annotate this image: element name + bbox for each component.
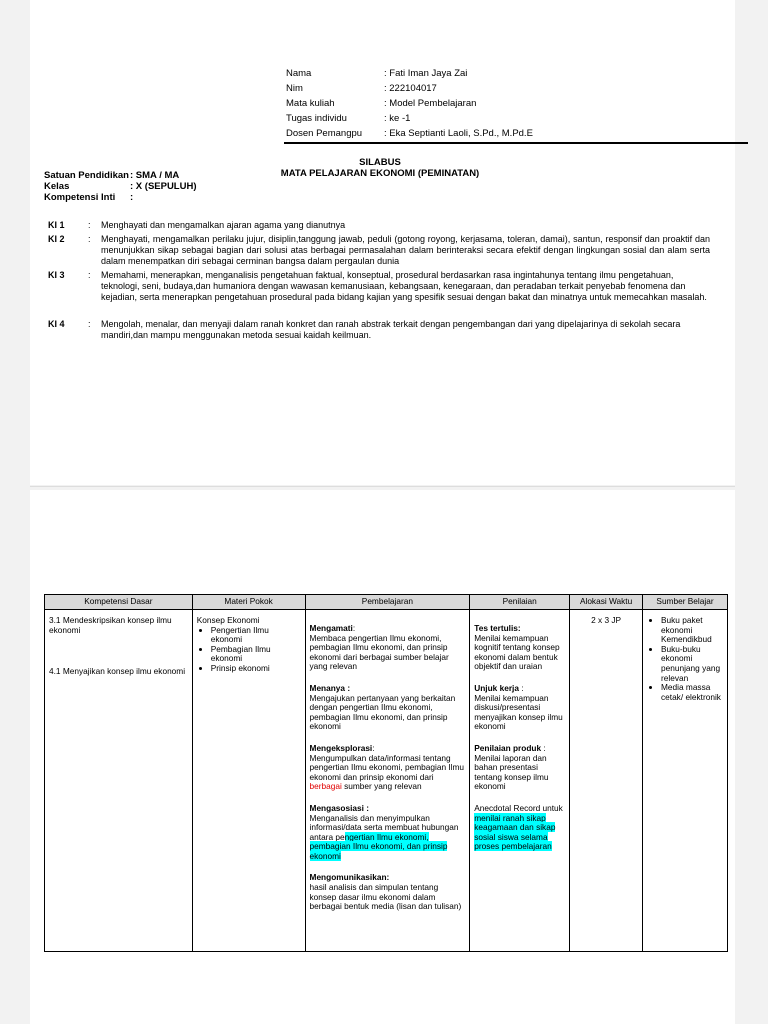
list-item: • Media massa cetak/ elektronik (661, 683, 723, 702)
title-line-1: SILABUS (359, 157, 401, 168)
identity-value: : ke -1 (384, 113, 411, 124)
ki-colon: : (88, 319, 91, 329)
activity-text (310, 754, 466, 792)
activity-menanya (310, 684, 466, 732)
assessment-produk (474, 744, 565, 792)
activity-mengeksplorasi: Mengeksplorasi: Mengumpulkan data/informasi tentang pengertian Ilmu ekonomi, pembagian Ilmu ekonomi dan prinsip ekonomi dari berbagai sumber yang relevan (309, 742, 465, 792)
column-header: Penilaian (470, 595, 570, 610)
text-segment: Menganalisis dan menyimpulkan informasi/data serta membuat hubungan antara pe (309, 812, 459, 842)
list-item: • Pembagian Ilmu ekonomi (211, 645, 301, 664)
identity-label: Tugas individu (286, 113, 347, 124)
column-header: Kompetensi Dasar (45, 595, 193, 610)
activity-title: Mengasosiasi : (309, 802, 370, 813)
assessment-title: Unjuk kerja (474, 682, 519, 693)
ki-colon: : (88, 220, 91, 230)
meta-row (44, 170, 197, 181)
sumber-list (647, 616, 723, 702)
table-row (45, 610, 728, 952)
ki-text: Menghayati, mengamalkan perilaku jujur, disiplin,tanggung jawab, peduli (gotong royong, kerjasama, toleran, damai), santun, responsif dan proaktif dan menunjukkan sikap sebagai bagian dari solusi atas berbagai permasalahan dalam berinteraksi secara efektif dengan lingkungan sosial dan alam serta dalam menempatkan diri sebagai cerminan bangsa dalam pergaulan dunia (101, 234, 710, 267)
page-separator (30, 486, 735, 487)
ki-code: KI 3 (48, 270, 65, 280)
identity-row (286, 96, 533, 111)
pembelajaran-cell (305, 610, 470, 952)
meta-label: Kelas (44, 181, 70, 192)
activity-mengamati: Mengamati: Membaca pengertian Ilmu ekonomi, pembagian Ilmu ekonomi, dan prinsip ekonomi dari berbagai sumber belajar yang relevan (310, 624, 466, 672)
text-segment: sumber yang relevan (341, 781, 422, 792)
document-page-1 (30, 0, 735, 485)
list-item: • Buku-buku ekonomi penunjang yang relevan (661, 645, 723, 683)
assessment-anecdotal (474, 804, 565, 852)
alokasi-waktu-cell: 2 x 3 JP (570, 610, 643, 952)
activity-text: hasil analisis dan simpulan tentang konsep dasar ilmu ekonomi dalam berbagai bentuk media (lisan dan tulisan) (309, 882, 462, 912)
meta-label: Kompetensi Inti (44, 192, 116, 203)
sumber-belajar-cell (643, 610, 728, 952)
list-item: • Buku paket ekonomi Kemendikbud (661, 616, 723, 645)
document-page-2 (30, 490, 735, 1024)
materi-list (197, 626, 301, 674)
activity-title: Mengomunikasikan: (309, 872, 390, 883)
ki-text: Memahami, menerapkan, menganalisis pengetahuan faktual, konseptual, prosedural berdasarkan rasa ingintahunya tentang ilmu pengetahuan, teknologi, seni, budaya,dan humaniora dengan wawasan kemanusiaan, kebangsaan, kenegaraan, dan peradaban terkait penyebab fenomena dan kejadian, serta menerapkan pengetahuan prosedural pada bidang kajian yang spesifik sesuai dengan bakat dan minatnya untuk memecahkan masalah. (101, 270, 707, 303)
identity-row (286, 111, 533, 126)
kompetensi-dasar-cell (45, 610, 193, 952)
column-header: Sumber Belajar (643, 595, 728, 610)
ki-item (48, 270, 710, 304)
syllabus-table (44, 594, 728, 952)
column-header: Alokasi Waktu (570, 595, 643, 610)
identity-label: Mata kuliah (286, 98, 335, 109)
activity-title: Menanya : (309, 682, 351, 693)
student-identity (286, 66, 533, 141)
identity-value: : Eka Septianti Laoli, S.Pd., M.Pd.E (384, 128, 533, 139)
ki-code: KI 2 (48, 234, 65, 244)
highlighted-text: menilai ranah sikap keagamaan dan sikap sosial siswa selama proses pembelajaran (474, 812, 556, 852)
identity-row (286, 81, 533, 96)
identity-label: Dosen Pemangpu (286, 128, 363, 139)
ki-item (48, 234, 710, 268)
meta-value: : SMA / MA (130, 170, 180, 181)
activity-title: Mengeksplorasi (309, 742, 373, 753)
document-title (280, 157, 480, 179)
ki-text: Mengolah, menalar, dan menyaji dalam ranah konkret dan ranah abstrak terkait dengan pengembangan dari yang dipelajarinya di sekolah secara mandiri,dan mampu menggunakan metoda sesuai kaidah keilmuan. (101, 319, 681, 341)
identity-value: : 222104017 (384, 83, 437, 94)
identity-value: : Fati Iman Jaya Zai (384, 68, 468, 79)
identity-label: Nim (286, 83, 303, 94)
kd-item: 3.1 Mendeskripsikan konsep ilmu ekonomi (49, 615, 172, 635)
materi-pokok-cell (192, 610, 305, 952)
penilaian-cell (470, 610, 570, 952)
spellcheck-word: berbagai (309, 781, 342, 792)
identity-row (286, 126, 533, 141)
meta-label: Satuan Pendidikan (44, 170, 129, 181)
assessment-unjuk-kerja (474, 684, 565, 732)
assessment-text: Menilai kemampuan kognitif tentang konsep ekonomi dalam bentuk objektif dan uraian (474, 632, 560, 672)
activity-text: Mengajukan pertanyaan yang berkaitan dengan pengertian Ilmu ekonomi, pembagian Ilmu ekonomi, dan prinsip ekonomi (309, 692, 456, 732)
text-segment: Mengumpulkan data/informasi tentang pengertian Ilmu ekonomi, pembagian Ilmu ekonomi dan prinsip ekonomi dari (309, 752, 465, 782)
meta-row (44, 181, 197, 192)
assessment-title: Tes tertulis: (474, 623, 521, 633)
assessment-tes (474, 624, 565, 672)
school-meta (44, 170, 197, 203)
column-header: Materi Pokok (192, 595, 305, 610)
assessment-text: Menilai laporan dan bahan presentasi tentang konsep ilmu ekonomi (474, 752, 549, 792)
activity-mengasosiasi (310, 804, 466, 862)
ki-code: KI 4 (48, 319, 65, 329)
text-segment: Anecdotal Record untuk (474, 802, 563, 813)
activity-text: Membaca pengertian Ilmu ekonomi, pembagian Ilmu ekonomi, dan prinsip ekonomi dari berbagai sumber belajar yang relevan (309, 632, 449, 672)
header-divider (284, 142, 748, 144)
ki-item (48, 220, 710, 231)
table-header-row (45, 595, 728, 610)
identity-row (286, 66, 533, 81)
ki-colon: : (88, 270, 91, 280)
identity-value: : Model Pembelajaran (384, 98, 477, 109)
assessment-colon: : (541, 742, 546, 753)
ki-item (48, 319, 710, 341)
column-header: Pembelajaran (305, 595, 470, 610)
ki-colon: : (88, 234, 91, 244)
meta-value: : X (SEPULUH) (130, 181, 197, 192)
highlighted-text: ngertian Ilmu ekonomi, pembagian Ilmu ekonomi, dan prinsip ekonomi (309, 831, 448, 861)
assessment-text: Menilai kemampuan diskusi/presentasi menyajikan konsep ilmu ekonomi (474, 692, 563, 732)
assessment-title: Penilaian produk (474, 742, 542, 753)
list-item: • Prinsip ekonomi (211, 664, 301, 674)
assessment-colon: : (518, 682, 524, 693)
activity-text (310, 814, 466, 862)
activity-mengomunikasikan (310, 873, 466, 911)
meta-row (44, 192, 197, 203)
list-item: • Pengertian Ilmu ekonomi (211, 626, 301, 645)
materi-title: Konsep Ekonomi (196, 615, 260, 625)
activity-title: Mengamati (309, 623, 353, 633)
identity-label: Nama (286, 68, 312, 79)
ki-text: Menghayati dan mengamalkan ajaran agama yang dianutnya (101, 220, 346, 230)
ki-code: KI 1 (48, 220, 65, 230)
kd-item: 4.1 Menyajikan konsep ilmu ekonomi (49, 666, 186, 677)
title-line-2: MATA PELAJARAN EKONOMI (PEMINATAN) (280, 168, 480, 179)
meta-value: : (130, 192, 134, 203)
